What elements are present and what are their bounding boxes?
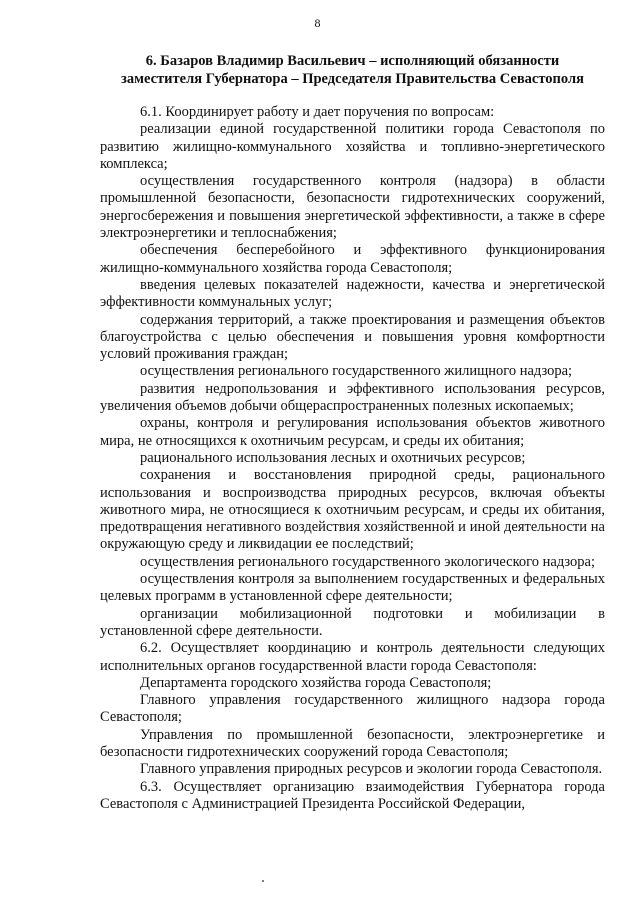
paragraph: осуществления регионального государственного жилищного надзора; (140, 363, 573, 380)
section-heading-line-2: заместителя Губернатора – Председателя Правительства Севастополя (121, 71, 584, 87)
paragraph: Главного управления природных ресурсов и экологии города Севастополя. (140, 761, 603, 778)
paragraph: реализации единой государственной политики города Севастополя по развитию жилищно-коммунального хозяйства и топливно-энергетического комплекса; (100, 121, 605, 172)
paragraph: 6.1. Координирует работу и дает поручения по вопросам: (140, 104, 495, 120)
paragraph: рационального использования лесных и охотничьих ресурсов; (140, 449, 526, 466)
paragraph: Главного управления государственного жилищного надзора города Севастополя; (100, 692, 605, 726)
paragraph: осуществления контроля за выполнением государственных и федеральных целевых программ в установленной сфере деятельности; (100, 571, 605, 605)
paragraph: развития недропользования и эффективного использования ресурсов, увеличения объемов добычи общераспространенных полезных ископаемых; (100, 380, 605, 415)
scan-speck (262, 880, 264, 882)
paragraph: сохранения и восстановления природной среды, рационального использования и воспроизводства природных ресурсов, включая объекты животного мира, не относящиеся к охотничьим ресурсам, и среды их обитания, предотвращения негативного воздействия хозяйственной и иной деятельности на окружающую среду и ликвидации ее последствий; (100, 467, 605, 553)
paragraph: организации мобилизационной подготовки и мобилизации в установленной сфере деятельности. (100, 605, 605, 639)
paragraph: Департамента городского хозяйства города Севастополя; (140, 674, 492, 691)
page-number: 8 (314, 16, 321, 30)
paragraph: содержания территорий, а также проектирования и размещения объектов благоустройства с целью обеспечения и повышения уровня комфортности условий проживания граждан; (100, 311, 605, 363)
paragraph: 6.2. Осуществляет координацию и контроль деятельности следующих исполнительных органов государственной власти города Севастополя: (100, 640, 605, 674)
paragraph: обеспечения бесперебойного и эффективного функционирования жилищно-коммунального хозяйства города Севастополя; (100, 242, 605, 276)
section-body (100, 104, 605, 813)
paragraph: введения целевых показателей надежности, качества и энергетической эффективности коммунальных услуг; (100, 276, 605, 311)
paragraph: охраны, контроля и регулирования использования объектов животного мира, не относящихся к охотничьим ресурсам, и среды их обитания; (100, 415, 605, 449)
section-heading (100, 52, 605, 88)
paragraph: Управления по промышленной безопасности, электроэнергетике и безопасности гидротехнических сооружений города Севастополя; (100, 726, 605, 760)
section-heading-line-1: 6. Базаров Владимир Васильевич – исполняющий обязанности (145, 53, 560, 69)
paragraph: 6.3. Осуществляет организацию взаимодействия Губернатора города Севастополя с Администрацией Президента Российской Федерации, (100, 778, 605, 812)
paragraph: осуществления регионального государственного экологического надзора; (140, 553, 595, 570)
paragraph: осуществления государственного контроля (надзора) в области промышленной безопасности, безопасности гидротехнических сооружений, энергосбережения и повышения энергетической эффективности, а также в сфере электроэнергетики и теплоснабжения; (100, 173, 605, 242)
